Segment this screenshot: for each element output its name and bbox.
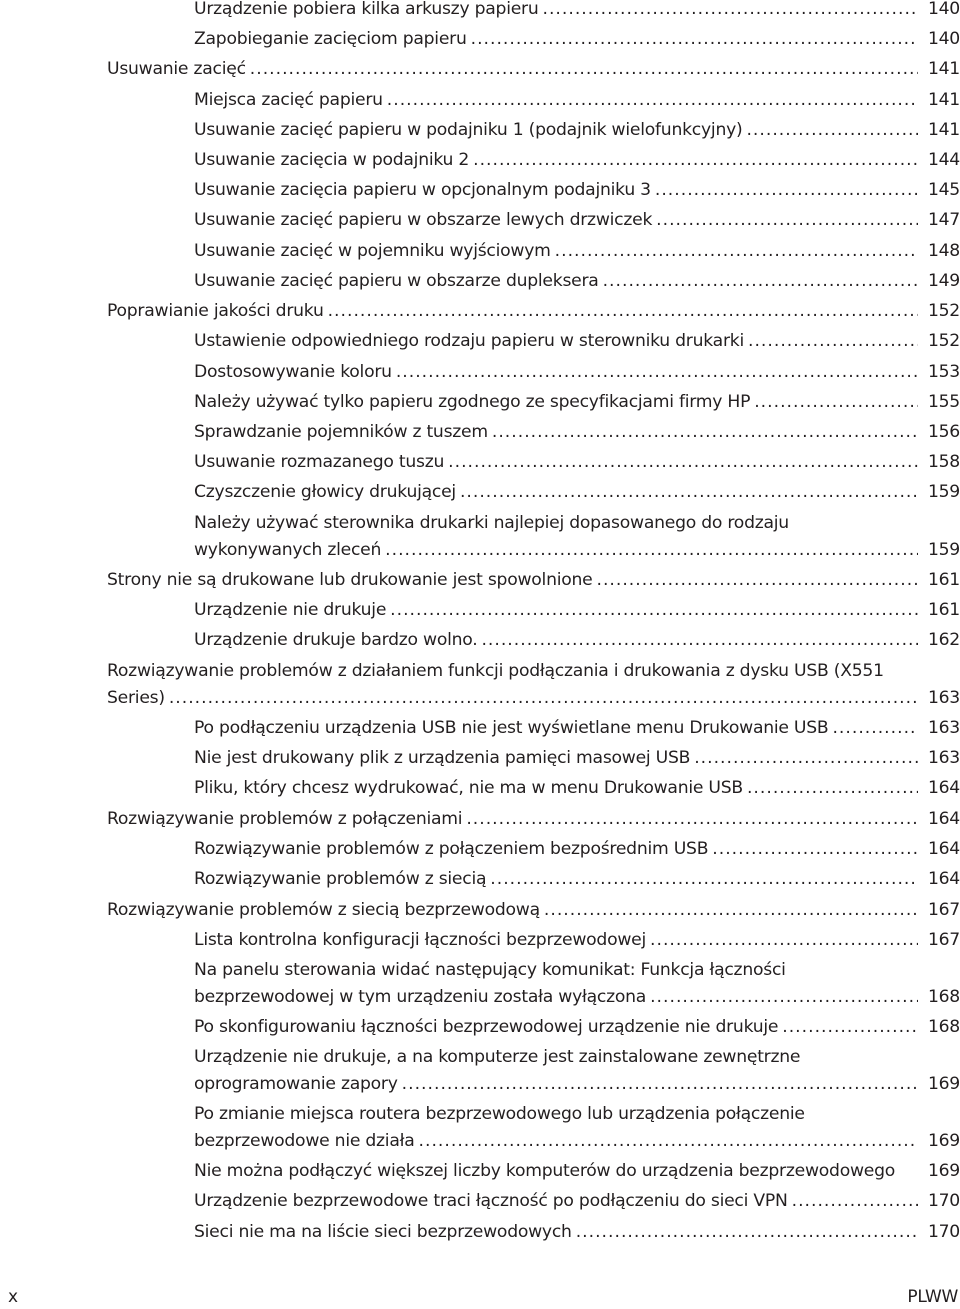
leader-dots (250, 54, 918, 84)
leader-dots (747, 773, 918, 803)
leader-dots (328, 296, 918, 326)
toc-entry-title: Urządzenie nie drukuje (194, 600, 387, 620)
toc-entry-title: Urządzenie bezprzewodowe traci łączność po podłączeniu do sieci VPN (194, 1191, 788, 1211)
toc-entry[interactable] (194, 743, 960, 773)
leader-dots (390, 595, 918, 625)
toc-entry-page: 161 (927, 570, 960, 590)
toc-entry[interactable] (194, 115, 960, 145)
toc-entry-page: 163 (927, 718, 960, 738)
leader-dots (792, 1186, 918, 1216)
leader-dots (555, 236, 918, 266)
leader-dots (396, 357, 918, 387)
leader-dots (576, 1217, 918, 1247)
toc-entry-page: 144 (927, 150, 960, 170)
toc-entry[interactable] (194, 477, 960, 507)
toc-entry-title: Lista kontrolna konfiguracji łączności bezprzewodowej (194, 930, 647, 950)
toc-entry[interactable] (194, 24, 960, 54)
toc-entry[interactable] (194, 1156, 960, 1186)
toc-entry-title: Po podłączeniu urządzenia USB nie jest wyświetlane menu Drukowanie USB (194, 718, 829, 738)
leader-dots (387, 85, 918, 115)
toc-entry-title: Usuwanie zacięć w pojemniku wyjściowym (194, 241, 551, 261)
toc-entry-title: Usuwanie zacięć papieru w obszarze lewych drzwiczek (194, 210, 653, 230)
leader-dots (746, 115, 918, 145)
toc-entry-title-line1: Na panelu sterowania widać następujący komunikat: Funkcja łączności (194, 960, 786, 980)
toc-entry-page: 162 (927, 630, 960, 650)
toc-entry-page: 140 (927, 29, 960, 49)
toc-entry[interactable] (194, 1186, 960, 1216)
toc-entry-title: Rozwiązywanie problemów z siecią (194, 869, 487, 889)
leader-dots (650, 925, 918, 955)
toc-entry-page: 148 (927, 241, 960, 261)
toc-entry[interactable] (194, 175, 960, 205)
toc-entry[interactable] (194, 1012, 960, 1042)
toc-entry-page: 141 (927, 120, 960, 140)
toc-entry-title: Nie można podłączyć większej liczby komputerów do urządzenia bezprzewodowego (194, 1161, 896, 1181)
toc-entry[interactable] (194, 0, 960, 24)
toc-entry[interactable] (194, 957, 960, 1011)
toc-entry-page: 164 (927, 778, 960, 798)
toc-entry-title-line1: Należy używać sterownika drukarki najlepiej dopasowanego do rodzaju (194, 513, 789, 533)
toc-entry-page: 170 (927, 1191, 960, 1211)
toc-entry-title: Pliku, który chcesz wydrukować, nie ma w menu Drukowanie USB (194, 778, 743, 798)
leader-dots (466, 804, 918, 834)
toc-entry-page: 141 (927, 59, 960, 79)
leader-dots (169, 685, 918, 712)
leader-dots (650, 984, 918, 1011)
toc-entry-title: Usuwanie zacięcia papieru w opcjonalnym podajniku 3 (194, 180, 651, 200)
toc-entry[interactable] (194, 266, 960, 296)
leader-dots (544, 895, 918, 925)
toc-entry-title: Usuwanie rozmazanego tuszu (194, 452, 445, 472)
toc-entry-page: 161 (927, 600, 960, 620)
toc-entry-page: 169 (927, 1131, 960, 1151)
leader-dots (694, 743, 918, 773)
toc-entry[interactable] (194, 145, 960, 175)
page-number: x (8, 1287, 19, 1307)
toc-entry-page: 140 (927, 0, 960, 19)
toc-entry-page: 152 (927, 301, 960, 321)
toc-entry-title: Ustawienie odpowiedniego rodzaju papieru w sterowniku drukarki (194, 331, 744, 351)
toc-entry-title: wykonywanych zleceń (194, 540, 382, 560)
toc-entry-title-line1: Rozwiązywanie problemów z działaniem funkcji podłączania i drukowania z dysku USB (X551 (107, 661, 884, 681)
toc-entry-title: Urządzenie drukuje bardzo wolno. (194, 630, 478, 650)
toc-entry-title: bezprzewodowe nie działa (194, 1131, 415, 1151)
toc-entry-title: bezprzewodowej w tym urządzeniu została wyłączona (194, 987, 647, 1007)
toc-entry-page: 159 (927, 482, 960, 502)
toc-entry-title: Urządzenie pobiera kilka arkuszy papieru (194, 0, 539, 19)
leader-dots (448, 447, 918, 477)
toc-entry[interactable] (194, 595, 960, 625)
toc-entry[interactable] (107, 895, 960, 925)
doc-code: PLWW (907, 1287, 958, 1307)
toc-entry[interactable] (194, 417, 960, 447)
toc-entry-title: Sieci nie ma na liście sieci bezprzewodowych (194, 1222, 572, 1242)
toc-entry[interactable] (194, 1044, 960, 1098)
toc-entry-title: Poprawianie jakości druku (107, 301, 324, 321)
toc-entry-page: 153 (927, 362, 960, 382)
toc-entry-title: Rozwiązywanie problemów z połączeniem bezpośrednim USB (194, 839, 709, 859)
leader-dots (748, 326, 918, 356)
toc-entry[interactable] (194, 205, 960, 235)
toc-entry-title: Miejsca zacięć papieru (194, 90, 383, 110)
leader-dots (473, 145, 918, 175)
toc-entry-page: 169 (927, 1161, 960, 1181)
leader-dots (543, 0, 919, 24)
toc-entry[interactable] (194, 447, 960, 477)
toc-entry-title-line1: Po zmianie miejsca routera bezprzewodowego lub urządzenia połączenie (194, 1104, 805, 1124)
leader-dots (385, 537, 918, 564)
leader-dots (603, 266, 918, 296)
toc-entry-title: Series) (107, 688, 165, 708)
toc-entry[interactable] (107, 296, 960, 326)
leader-dots (655, 175, 918, 205)
toc-entry[interactable] (194, 357, 960, 387)
leader-dots (402, 1071, 918, 1098)
toc-entry-page: 152 (927, 331, 960, 351)
toc-entry[interactable] (107, 54, 960, 84)
toc-entry-title: Rozwiązywanie problemów z połączeniami (107, 809, 463, 829)
toc-entry[interactable] (194, 773, 960, 803)
toc-entry-page: 159 (927, 540, 960, 560)
toc-entry-title: Nie jest drukowany plik z urządzenia pamięci masowej USB (194, 748, 691, 768)
toc-entry[interactable] (194, 85, 960, 115)
leader-dots (596, 565, 918, 595)
leader-dots (754, 387, 918, 417)
toc-entry[interactable] (194, 510, 960, 564)
toc-entry-title-line1: Urządzenie nie drukuje, a na komputerze jest zainstalowane zewnętrzne (194, 1047, 801, 1067)
toc-entry[interactable] (107, 565, 960, 595)
toc-entry-page: 156 (927, 422, 960, 442)
toc-entry[interactable] (107, 804, 960, 834)
toc-entry-page: 164 (927, 869, 960, 889)
toc-entry-page: 147 (927, 210, 960, 230)
toc-entry-title: Dostosowywanie koloru (194, 362, 392, 382)
toc-entry[interactable] (194, 834, 960, 864)
leader-dots (782, 1012, 918, 1042)
toc-entry-page: 163 (927, 688, 960, 708)
toc-entry-page: 158 (927, 452, 960, 472)
toc-entry[interactable] (107, 658, 960, 712)
toc-entry-title: Rozwiązywanie problemów z siecią bezprzewodową (107, 900, 540, 920)
toc-entry-title: Usuwanie zacięć papieru w obszarze dupleksera (194, 271, 599, 291)
toc-entry-page: 167 (927, 930, 960, 950)
leader-dots (419, 1128, 918, 1155)
toc-entry[interactable] (194, 1101, 960, 1155)
leader-dots (460, 477, 918, 507)
leader-dots (490, 864, 918, 894)
toc-entry-title: Usuwanie zacięć (107, 59, 246, 79)
toc-entry[interactable] (194, 625, 960, 655)
toc-entry[interactable] (194, 236, 960, 266)
toc-entry-page: 168 (927, 987, 960, 1007)
toc-entry-title: Zapobieganie zacięciom papieru (194, 29, 467, 49)
toc-entry-page: 155 (927, 392, 960, 412)
leader-dots (471, 24, 918, 54)
toc-entry[interactable] (194, 925, 960, 955)
toc-entry-page: 169 (927, 1074, 960, 1094)
toc-entry-page: 145 (927, 180, 960, 200)
toc-entry-title: Strony nie są drukowane lub drukowanie jest spowolnione (107, 570, 593, 590)
leader-dots (492, 417, 918, 447)
leader-dots (712, 834, 918, 864)
toc-entry-page: 149 (927, 271, 960, 291)
toc-entry-title: Sprawdzanie pojemników z tuszem (194, 422, 488, 442)
toc-entry[interactable] (194, 864, 960, 894)
toc-entry-page: 167 (927, 900, 960, 920)
toc-entry-page: 164 (927, 839, 960, 859)
toc-entry-title: Usuwanie zacięć papieru w podajniku 1 (podajnik wielofunkcyjny) (194, 120, 743, 140)
toc-entry-title: Usuwanie zacięcia w podajniku 2 (194, 150, 470, 170)
toc-entry-page: 168 (927, 1017, 960, 1037)
toc-entry-title: Czyszczenie głowicy drukującej (194, 482, 456, 502)
leader-dots (656, 205, 918, 235)
toc-entry-page: 170 (927, 1222, 960, 1242)
leader-dots (832, 713, 918, 743)
toc-entry-page: 164 (927, 809, 960, 829)
toc-entry[interactable] (194, 326, 960, 356)
leader-dots (481, 625, 918, 655)
toc-entry[interactable] (194, 713, 960, 743)
toc-entry[interactable] (194, 1217, 960, 1247)
toc-entry-title: oprogramowanie zapory (194, 1074, 398, 1094)
toc-entry[interactable] (194, 387, 960, 417)
toc-entry-page: 163 (927, 748, 960, 768)
toc-entry-title: Należy używać tylko papieru zgodnego ze specyfikacjami firmy HP (194, 392, 751, 412)
toc-entry-title: Po skonfigurowaniu łączności bezprzewodowej urządzenie nie drukuje (194, 1017, 779, 1037)
toc-entry-page: 141 (927, 90, 960, 110)
